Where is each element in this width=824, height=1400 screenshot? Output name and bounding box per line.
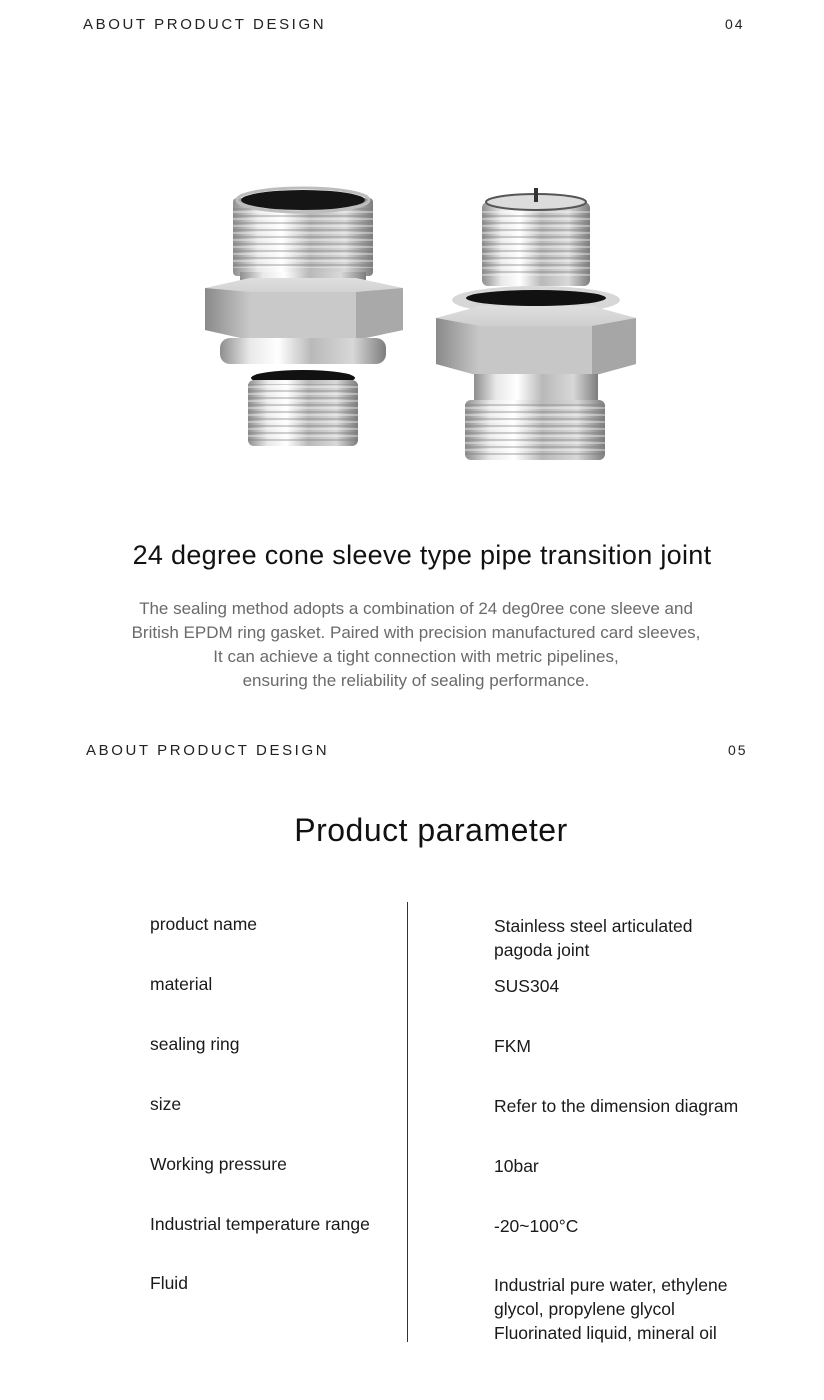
param-label: Working pressure bbox=[150, 1154, 287, 1174]
product-title: 24 degree cone sleeve type pipe transition joint bbox=[132, 540, 712, 570]
param-value bbox=[494, 1154, 539, 1178]
product-description bbox=[0, 597, 824, 693]
param-value-line: -20~100°C bbox=[494, 1216, 579, 1236]
param-value-line: 10bar bbox=[494, 1156, 539, 1176]
param-value-line: Stainless steel articulated bbox=[494, 916, 693, 936]
param-value-line: Fluorinated liquid, mineral oil bbox=[494, 1323, 717, 1343]
section-number: 05 bbox=[728, 742, 748, 758]
param-label: size bbox=[150, 1094, 182, 1114]
description-line: It can achieve a tight connection with metric pipelines, bbox=[213, 647, 619, 666]
param-label: sealing ring bbox=[150, 1034, 240, 1054]
param-value-line: Refer to the dimension diagram bbox=[494, 1096, 739, 1116]
param-label: Fluid bbox=[150, 1273, 188, 1293]
param-label: Industrial temperature range bbox=[150, 1214, 370, 1234]
param-value bbox=[494, 1094, 738, 1118]
description-line: The sealing method adopts a combination of 24 deg0ree cone sleeve and bbox=[139, 599, 693, 618]
param-value-line: Industrial pure water, ethylene bbox=[494, 1275, 728, 1295]
fitting-right bbox=[436, 188, 636, 460]
param-value-line: pagoda joint bbox=[494, 940, 590, 960]
param-value bbox=[494, 974, 559, 998]
table-divider bbox=[407, 902, 408, 1342]
fitting-left bbox=[205, 188, 403, 446]
param-label: material bbox=[150, 974, 213, 994]
param-value bbox=[494, 1273, 727, 1345]
section-label: ABOUT PRODUCT DESIGN bbox=[86, 742, 330, 759]
param-value bbox=[494, 1214, 578, 1238]
product-photo bbox=[190, 180, 650, 470]
param-value bbox=[494, 1034, 531, 1058]
param-value-line: FKM bbox=[494, 1036, 531, 1056]
section-label: ABOUT PRODUCT DESIGN bbox=[83, 16, 327, 33]
param-value bbox=[494, 914, 692, 962]
param-label: product name bbox=[150, 914, 258, 934]
section-number: 04 bbox=[725, 16, 745, 32]
parameter-title: Product parameter bbox=[294, 812, 568, 848]
description-line: British EPDM ring gasket. Paired with precision manufactured card sleeves, bbox=[131, 623, 701, 642]
param-value-line: SUS304 bbox=[494, 976, 560, 996]
description-line: ensuring the reliability of sealing performance. bbox=[242, 671, 590, 690]
param-value-line: glycol, propylene glycol bbox=[494, 1299, 675, 1319]
